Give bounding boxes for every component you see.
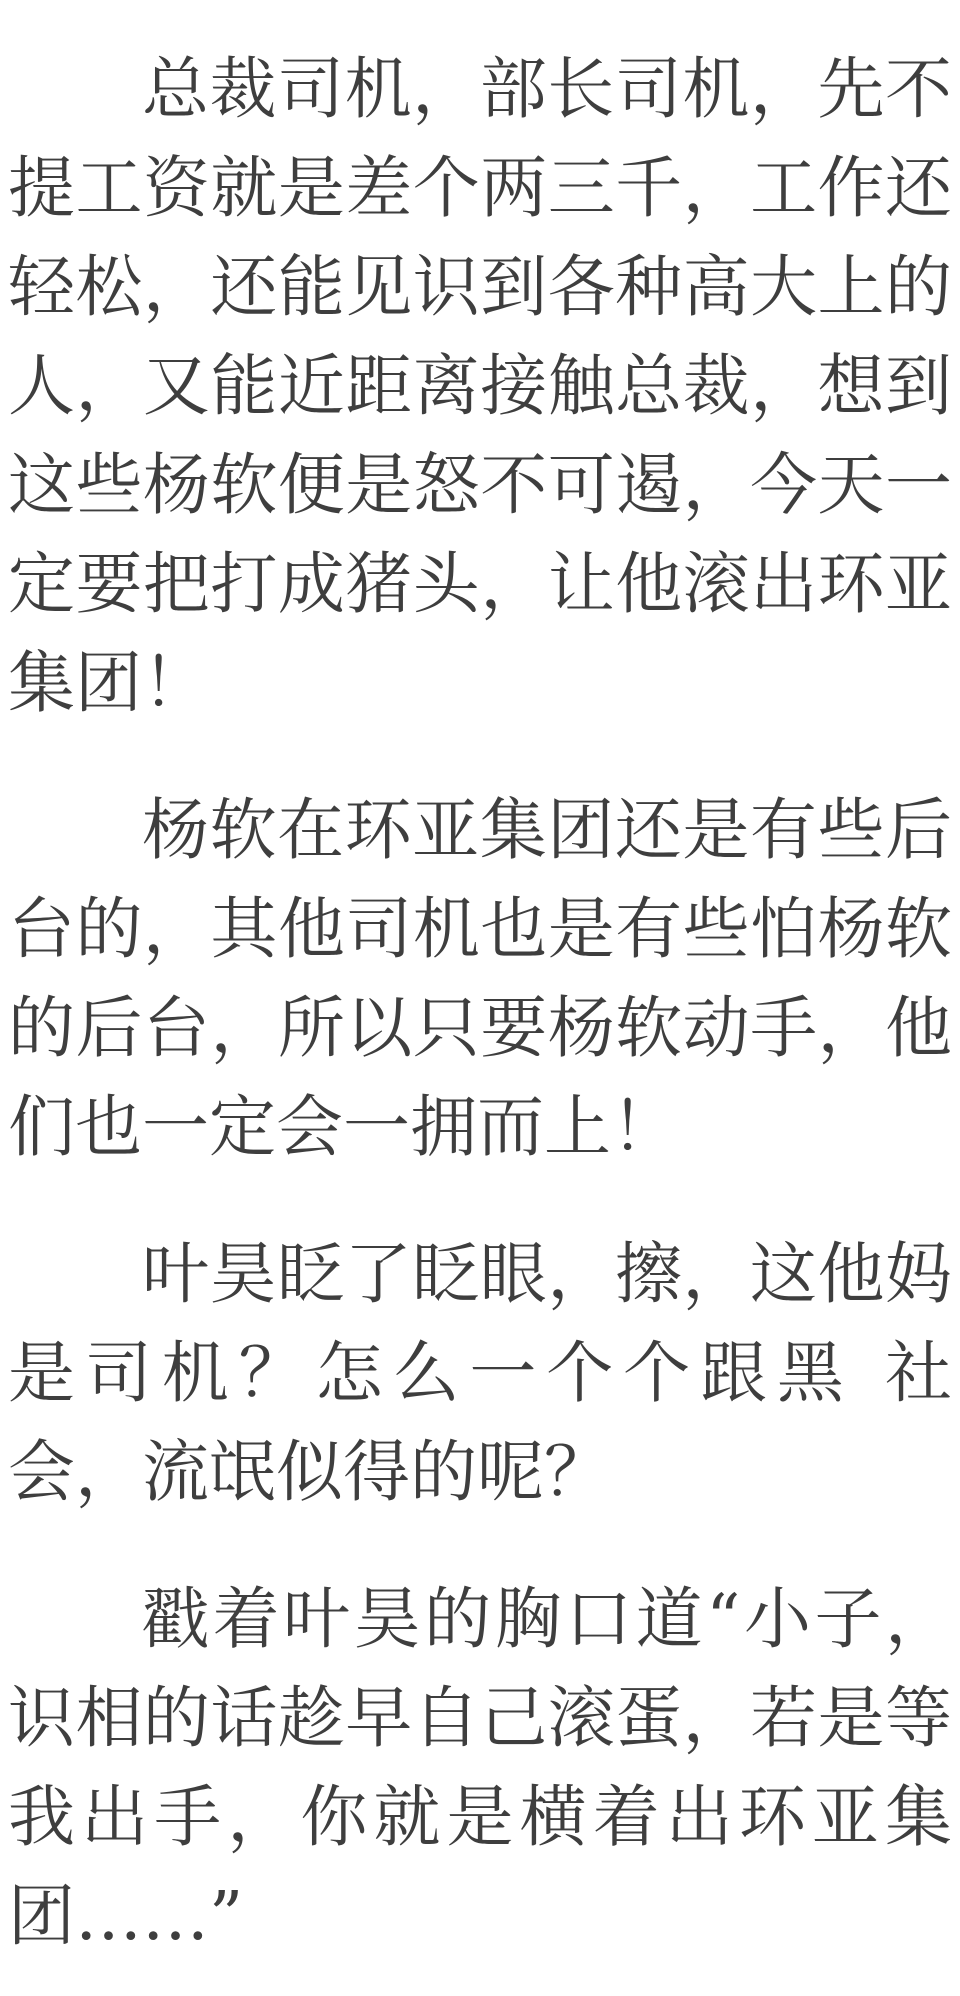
novel-paragraph-4: 戳着叶昊的胸口道“小子，识相的话趁早自己滚蛋，若是等我出手，你就是横着出环亚集团……” <box>8 1580 952 1955</box>
novel-paragraph-3: 叶昊眨了眨眼，擦，这他妈是司机？怎么一个个跟黑 社会，流氓似得的呢？ <box>8 1235 952 1511</box>
novel-text-content <box>8 40 952 1966</box>
novel-paragraph-2: 杨软在环亚集团还是有些后台的，其他司机也是有些怕杨软的后台，所以只要杨软动手，他们也一定会一拥而上！ <box>8 791 952 1166</box>
novel-paragraph-1: 总裁司机，部长司机，先不提工资就是差个两三千，工作还轻松，还能见识到各种高大上的人，又能近距离接触总裁，想到这些杨软便是怒不可遏，今天一定要把打成猪头，让他滚出环亚集团！ <box>8 50 952 722</box>
